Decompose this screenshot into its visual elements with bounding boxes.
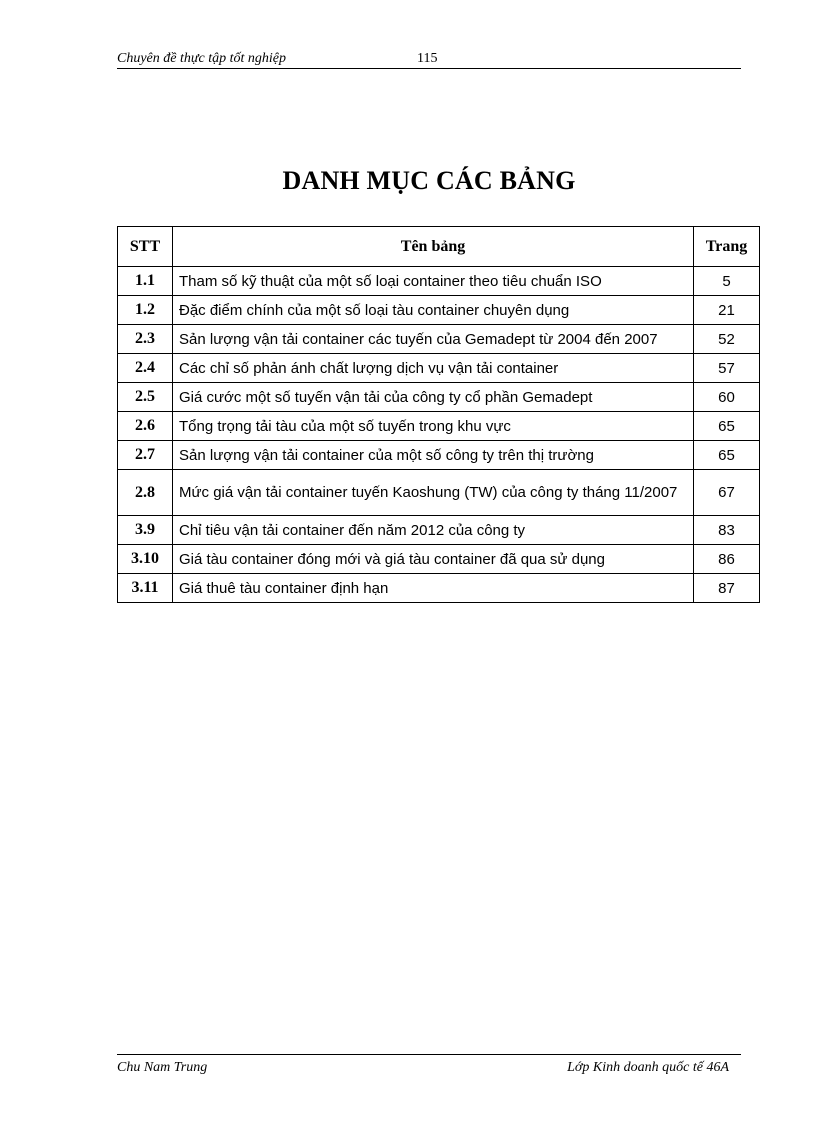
footer-class: Lớp Kinh doanh quốc tế 46A	[567, 1060, 729, 1075]
table-row	[118, 383, 760, 412]
row-stt: 3.11	[118, 574, 173, 603]
page-title: DANH MỤC CÁC BẢNG	[282, 166, 576, 195]
table-row	[118, 516, 760, 545]
row-name: Các chỉ số phản ánh chất lượng dịch vụ vận tải container	[173, 354, 694, 383]
row-page: 57	[694, 354, 760, 383]
row-name: Giá cước một số tuyến vận tải của công ty cổ phần Gemadept	[173, 383, 694, 412]
row-name: Mức giá vận tải container tuyến Kaoshung (TW) của công ty tháng 11/2007	[173, 470, 694, 516]
row-page: 21	[694, 296, 760, 325]
table-list	[117, 226, 760, 603]
footer-author: Chu Nam Trung	[117, 1060, 208, 1075]
row-name: Sản lượng vận tải container các tuyến của Gemadept từ 2004 đến 2007	[173, 325, 694, 354]
table-header-row	[118, 227, 760, 267]
row-page: 60	[694, 383, 760, 412]
column-header-page: Trang	[694, 227, 760, 267]
row-name: Đặc điểm chính của một số loại tàu container chuyên dụng	[173, 296, 694, 325]
table-row	[118, 545, 760, 574]
row-name: Giá thuê tàu container định hạn	[173, 574, 694, 603]
table-row	[118, 470, 760, 516]
row-page: 5	[694, 267, 760, 296]
page-header	[117, 48, 741, 69]
row-page: 67	[694, 470, 760, 516]
row-stt: 2.4	[118, 354, 173, 383]
row-stt: 3.10	[118, 545, 173, 574]
table-row	[118, 441, 760, 470]
row-name: Tham số kỹ thuật của một số loại container theo tiêu chuẩn ISO	[173, 267, 694, 296]
row-stt: 2.5	[118, 383, 173, 412]
row-stt: 2.8	[118, 470, 173, 516]
table-row	[118, 296, 760, 325]
row-page: 65	[694, 412, 760, 441]
row-stt: 3.9	[118, 516, 173, 545]
row-stt: 2.3	[118, 325, 173, 354]
table-row	[118, 412, 760, 441]
table-row	[118, 267, 760, 296]
row-name: Sản lượng vận tải container của một số công ty trên thị trường	[173, 441, 694, 470]
header-title: Chuyên đề thực tập tốt nghiệp	[117, 51, 286, 66]
table-row	[118, 574, 760, 603]
row-stt: 1.1	[118, 267, 173, 296]
table-row	[118, 325, 760, 354]
column-header-stt: STT	[118, 227, 173, 267]
row-stt: 2.7	[118, 441, 173, 470]
row-page: 52	[694, 325, 760, 354]
row-stt: 1.2	[118, 296, 173, 325]
page-footer	[117, 1054, 741, 1077]
row-page: 65	[694, 441, 760, 470]
table-row	[118, 354, 760, 383]
row-page: 87	[694, 574, 760, 603]
row-page: 83	[694, 516, 760, 545]
page-number: 115	[417, 51, 438, 66]
row-name: Tổng trọng tải tàu của một số tuyến trong khu vực	[173, 412, 694, 441]
row-stt: 2.6	[118, 412, 173, 441]
row-name: Giá tàu container đóng mới và giá tàu container đã qua sử dụng	[173, 545, 694, 574]
row-name: Chỉ tiêu vận tải container đến năm 2012 của công ty	[173, 516, 694, 545]
column-header-name: Tên bảng	[173, 227, 694, 267]
row-page: 86	[694, 545, 760, 574]
